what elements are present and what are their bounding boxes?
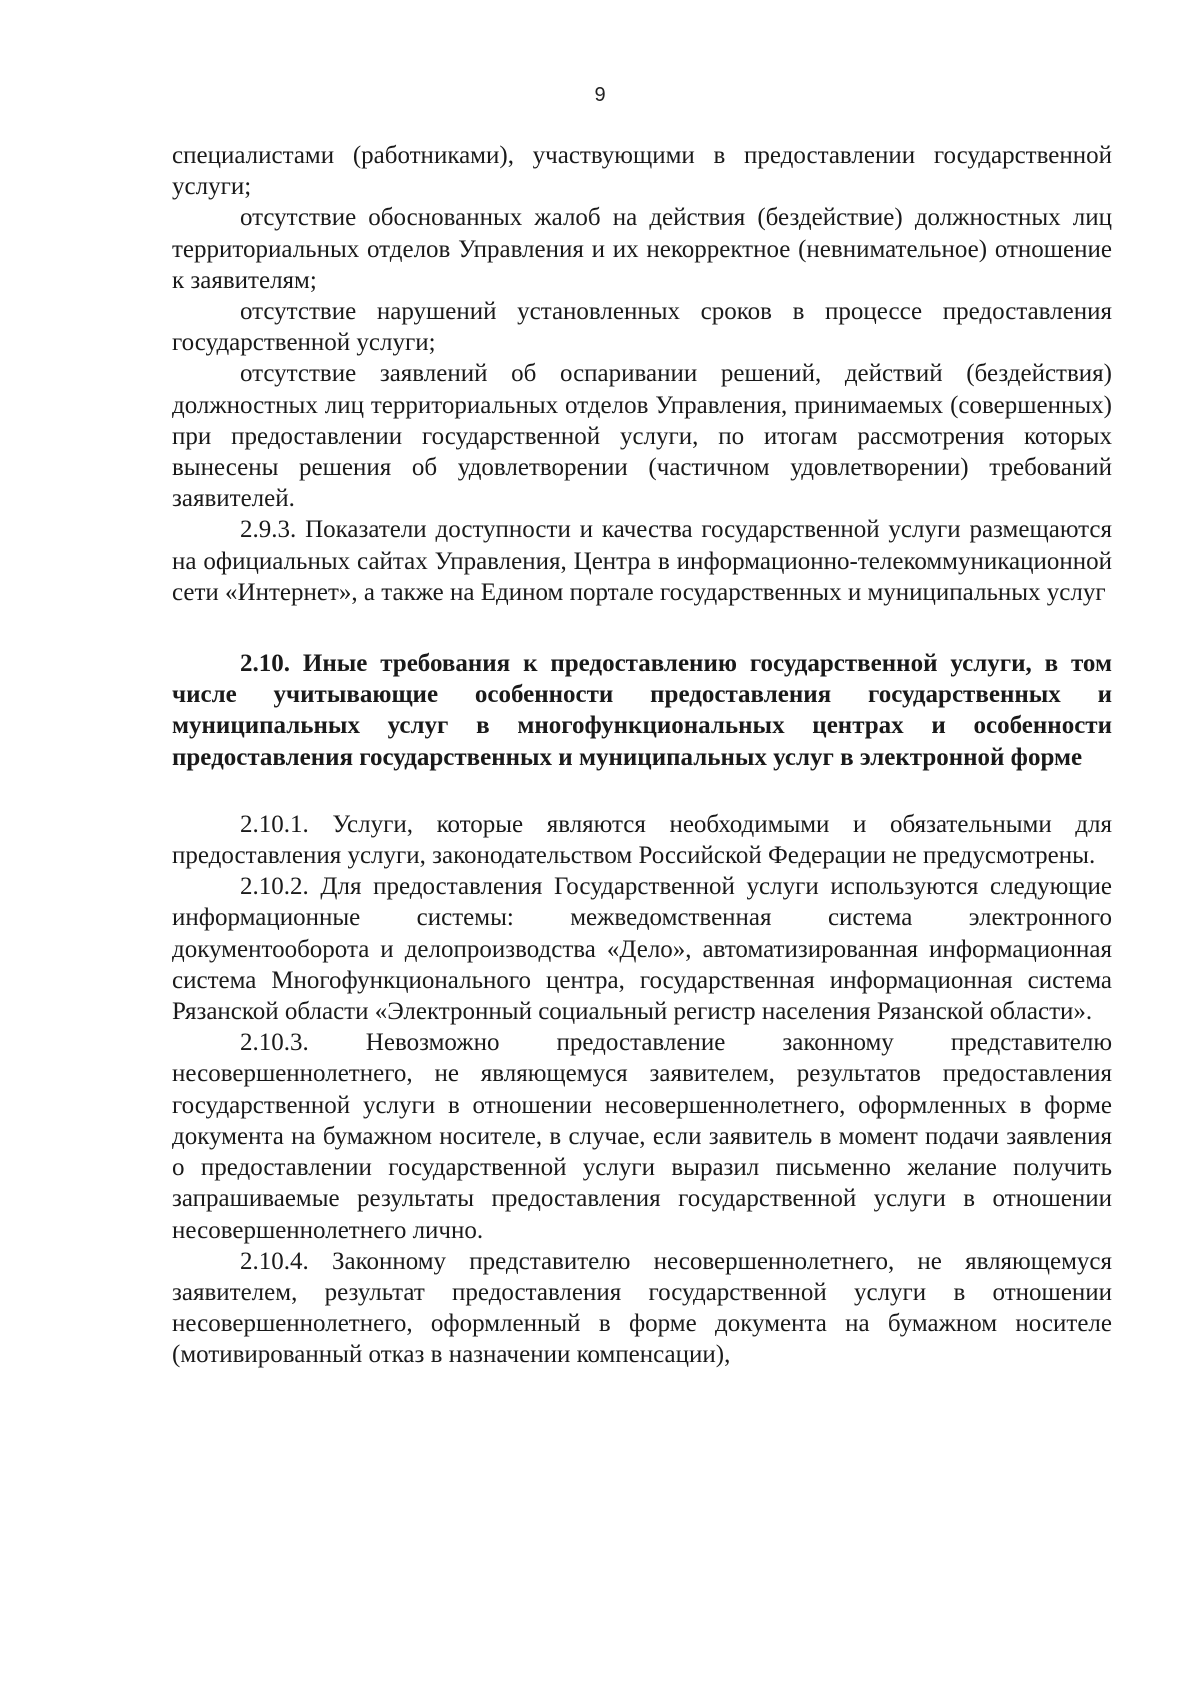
paragraph-appeals: отсутствие заявлений об оспаривании решений, действий (бездействия) должностных лиц территориальных отделов Управления, принимаемых (совершенных) при предоставлении государственной услуги, по итогам рассмотрения которых вынесены решения об удовлетворении (частичном удовлетворении) требований заявителей. (172, 360, 1112, 513)
page-number: 9 (594, 84, 606, 106)
paragraph-deadlines: отсутствие нарушений установленных сроков в процессе предоставления государственной услуги; (172, 298, 1112, 357)
spacer (172, 773, 1112, 809)
paragraph-complaints: отсутствие обоснованных жалоб на действия (бездействие) должностных лиц территориальных отделов Управления и их некорректное (невнимательное) отношение к заявителям; (172, 204, 1112, 294)
paragraph-2-9-3: 2.9.3. Показатели доступности и качества государственной услуги размещаются на официальных сайтах Управления, Центра в информационно-телекоммуникационной сети «Интернет», а также на Едином портале государственных и муниципальных услуг (172, 516, 1112, 606)
paragraph-2-10-2: 2.10.2. Для предоставления Государственной услуги используются следующие информационные системы: межведомственная система электронного документооборота и делопроизводства «Дело», автоматизированная информационная система Многофункционального центра, государственная информационная система Рязанской области «Электронный социальный регистр населения Рязанской области». (172, 873, 1112, 1026)
document-body (172, 140, 1112, 1371)
paragraph-continuation: специалистами (работниками), участвующими в предоставлении государственной услуги; (172, 142, 1112, 201)
paragraph-2-10-1: 2.10.1. Услуги, которые являются необходимыми и обязательными для предоставления услуги, законодательством Российской Федерации не предусмотрены. (172, 810, 1112, 870)
paragraph-2-10-3: 2.10.3. Невозможно предоставление законному представителю несовершеннолетнего, не являющемуся заявителем, результатов предоставления государственной услуги в отношении несовершеннолетнего, оформленных в форме документа на бумажном носителе, в случае, если заявитель в момент подачи заявления о предоставлении государственной услуги выразил письменно желание получить запрашиваемые результаты предоставления государственной услуги в отношении несовершеннолетнего лично. (172, 1029, 1112, 1244)
section-heading-2-10: 2.10. Иные требования к предоставлению государственной услуги, в том числе учитывающие особенности предоставления государственных и муниципальных услуг в многофункциональных центрах и особенности предоставления государственных и муниципальных услуг в электронной форме (172, 650, 1112, 771)
paragraph-2-10-4: 2.10.4. Законному представителю несовершеннолетнего, не являющемуся заявителем, результат предоставления государственной услуги в отношении несовершеннолетнего, оформленный в форме документа на бумажном носителе (мотивированный отказ в назначении компенсации), (172, 1247, 1112, 1369)
